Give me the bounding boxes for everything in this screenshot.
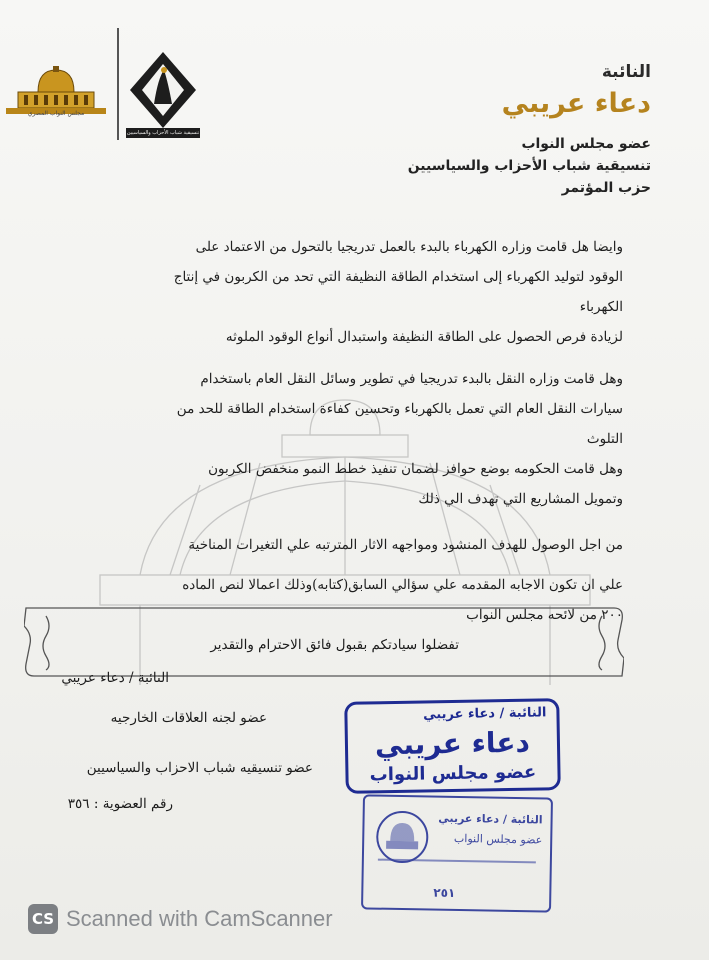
mp-title: النائبة xyxy=(601,62,651,82)
signature-committee: عضو لجنه العلاقات الخارجيه xyxy=(110,710,267,726)
paragraph-line: ٢٠٠ من لائحه مجلس النواب xyxy=(466,607,623,623)
membership-number: رقم العضوية : ٣٥٦ xyxy=(67,796,173,812)
mp-coordination: تنسيقية شباب الأحزاب والسياسيين xyxy=(407,158,651,174)
mp-name: دعاء عريبي xyxy=(501,88,651,119)
camscanner-watermark: Scanned with CamScanner xyxy=(66,906,333,931)
paragraph-line: وهل قامت الحكومه بوضع حوافز لضمان تنفيذ خطط النمو منخفض الكربون xyxy=(208,461,623,477)
paragraph-line: وتمويل المشاريع التي تهدف الي ذلك xyxy=(418,491,623,507)
paragraph-clean-energy: لزيادة فرص الحصول على الطاقة النظيفة واستبدال أنواع الوقود الملوثه xyxy=(225,329,623,345)
mp-party: حزب المؤتمر xyxy=(561,180,651,196)
signature-coordination: عضو تنسيقيه شباب الاحزاب والسياسيين xyxy=(86,760,313,776)
paragraph-line: الوقود لتوليد الكهرباء إلى استخدام الطاقة النظيفة التي تحد من الكربون في إنتاج xyxy=(173,269,623,285)
closing-salutation: تفضلوا سيادتكم بقبول فائق الاحترام والتقدير xyxy=(210,637,459,653)
paragraph-line: علي ان تكون الاجابه المقدمه علي سؤالي السابق(كتابه)وذلك اعمالا لنص الماده xyxy=(182,577,623,593)
youth-logo-caption: تنسيقية شباب الأحزاب والسياسيين xyxy=(126,130,200,136)
parliament-logo-caption: مجلس النواب المصري xyxy=(27,110,85,117)
paragraph-line: التلوث xyxy=(586,431,623,447)
stamp-name: دعاء عريبي xyxy=(374,725,531,762)
header-divider xyxy=(117,28,119,140)
paragraph-line: سيارات النقل العام التي تعمل بالكهرباء وتحسين كفاءة استخدام الطاقة للحد من xyxy=(176,401,623,417)
paragraph-electricity xyxy=(3,232,623,322)
mp-membership: عضو مجلس النواب xyxy=(521,136,651,152)
stamp-line: النائبة / دعاء عريبي xyxy=(438,811,543,827)
parliament-seal-icon xyxy=(374,809,431,866)
seal-stamp xyxy=(361,794,553,912)
paragraph-climate: من اجل الوصول للهدف المنشود ومواجهه الاثار المترتبه علي التغيرات المناخية xyxy=(188,537,623,553)
stamp-title: عضو مجلس النواب xyxy=(369,761,537,786)
stamp-line: النائبة / دعاء عريبي xyxy=(423,705,547,723)
paragraph-line: وايضا هل قامت وزاره الكهرباء بالبدء بالعمل تدريجيا بالتحول من الاعتماد على xyxy=(195,239,623,255)
youth-coordination-logo xyxy=(124,48,202,140)
paragraph-line: وهل قامت وزاره النقل بالبدء تدريجيا في تطوير وسائل النقل العام باستخدام xyxy=(200,371,623,387)
camscanner-logo-icon: CS xyxy=(28,904,58,934)
paragraph-incentives xyxy=(3,454,623,514)
name-stamp xyxy=(344,698,561,794)
paragraph-transport xyxy=(3,364,623,454)
stamp-line: عضو مجلس النواب xyxy=(453,831,543,847)
signature-name: النائبة / دعاء عريبي xyxy=(61,670,169,686)
stamp-number: ٢٥١ xyxy=(433,885,456,900)
paragraph-line: الكهرباء xyxy=(579,299,623,315)
